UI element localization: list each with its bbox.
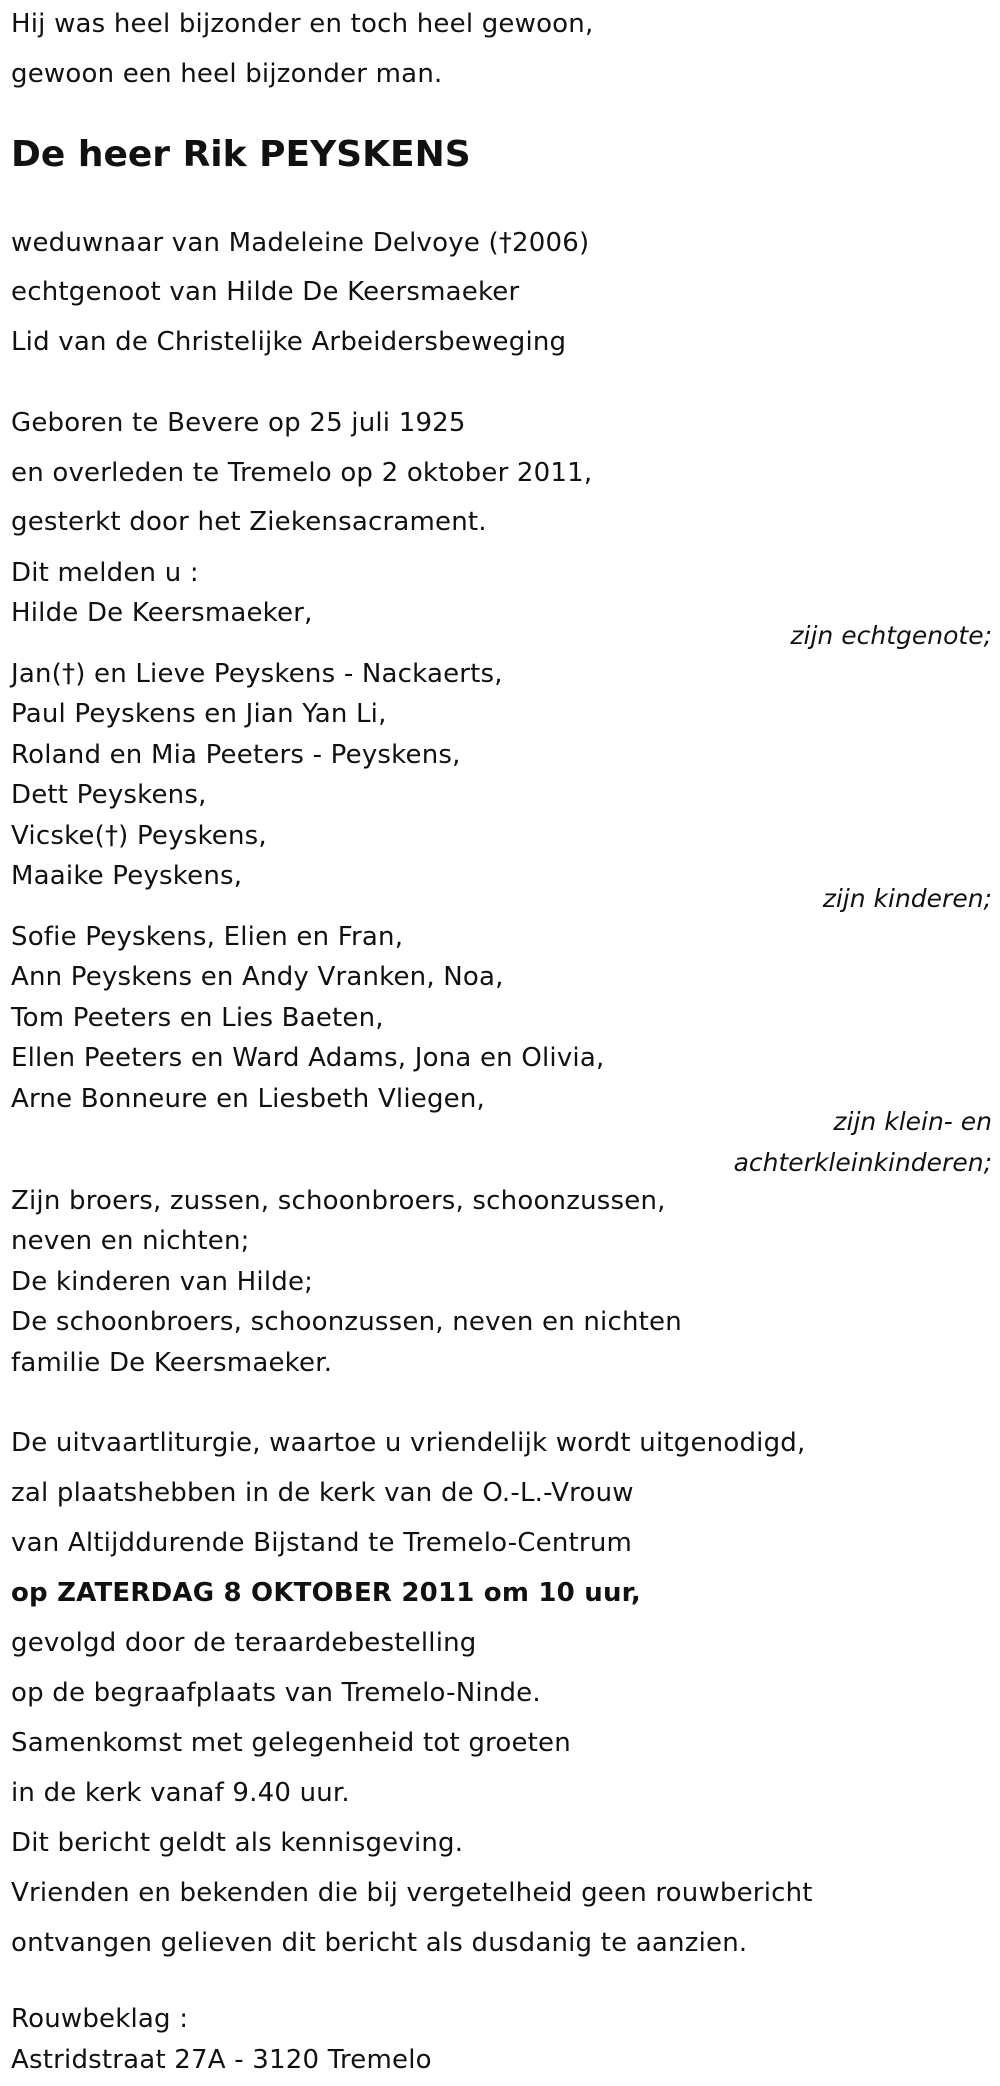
child-line-1: Jan(†) en Lieve Peyskens - Nackaerts, (11, 659, 503, 689)
service-line-3: van Altijddurende Bijstand te Tremelo-Centrum (11, 1528, 633, 1558)
service-line-1: De uitvaartliturgie, waartoe u vriendelijk wordt uitgenodigd, (11, 1428, 806, 1458)
grandchild-line-1: Sofie Peyskens, Elien en Fran, (11, 922, 404, 952)
family-line-3: De kinderen van Hilde; (11, 1267, 314, 1297)
service-after-line-3: Samenkomst met gelegenheid tot groeten (11, 1728, 571, 1758)
announce-text: Dit melden u : (11, 558, 199, 588)
deceased-name: De heer Rik PEYSKENS (11, 134, 471, 175)
service-line-2: zal plaatshebben in de kerk van de O.-L.-Vrouw (11, 1478, 634, 1508)
grandchild-line-5: Arne Bonneure en Liesbeth Vliegen, (11, 1084, 486, 1114)
family-line-5: familie De Keersmaeker. (11, 1348, 333, 1378)
child-line-2: Paul Peyskens en Jian Yan Li, (11, 699, 387, 729)
grandchildren-role-1: zijn klein- en (833, 1107, 992, 1136)
relation-line-2: echtgenoot van Hilde De Keersmaeker (11, 277, 520, 307)
service-after-line-5: Dit bericht geldt als kennisgeving. (11, 1828, 464, 1858)
grandchild-line-3: Tom Peeters en Lies Baeten, (11, 1003, 384, 1033)
spouse-name: Hilde De Keersmaeker, (11, 598, 313, 628)
child-line-4: Dett Peyskens, (11, 780, 207, 810)
service-after-line-6: Vrienden en bekenden die bij vergetelheid geen rouwbericht (11, 1878, 813, 1908)
life-line-1: Geboren te Bevere op 25 juli 1925 (11, 408, 466, 438)
grandchild-line-2: Ann Peyskens en Andy Vranken, Noa, (11, 962, 504, 992)
service-after-line-2: op de begraafplaats van Tremelo-Ninde. (11, 1678, 541, 1708)
grandchild-line-4: Ellen Peeters en Ward Adams, Jona en Olivia, (11, 1043, 605, 1073)
life-line-3: gesterkt door het Ziekensacrament. (11, 507, 487, 537)
condolence-address: Astridstraat 27A - 3120 Tremelo (11, 2045, 432, 2075)
service-date: op ZATERDAG 8 OKTOBER 2011 om 10 uur, (11, 1578, 641, 1608)
child-line-5: Vicske(†) Peyskens, (11, 821, 267, 851)
family-line-1: Zijn broers, zussen, schoonbroers, schoonzussen, (11, 1186, 666, 1216)
family-line-4: De schoonbroers, schoonzussen, neven en nichten (11, 1307, 682, 1337)
family-line-2: neven en nichten; (11, 1226, 250, 1256)
child-line-3: Roland en Mia Peeters - Peyskens, (11, 740, 461, 770)
children-role: zijn kinderen; (822, 884, 992, 913)
life-line-2: en overleden te Tremelo op 2 oktober 2011, (11, 458, 593, 488)
motto-line-1: Hij was heel bijzonder en toch heel gewoon, (11, 9, 594, 39)
service-after-line-1: gevolgd door de teraardebestelling (11, 1628, 477, 1658)
motto-line-2: gewoon een heel bijzonder man. (11, 59, 443, 89)
service-after-line-7: ontvangen gelieven dit bericht als dusdanig te aanzien. (11, 1928, 748, 1958)
service-after-line-4: in de kerk vanaf 9.40 uur. (11, 1778, 350, 1808)
relation-line-1: weduwnaar van Madeleine Delvoye (†2006) (11, 228, 590, 258)
child-line-6: Maaike Peyskens, (11, 861, 243, 891)
grandchildren-role-2: achterkleinkinderen; (733, 1148, 992, 1177)
relation-line-3: Lid van de Christelijke Arbeidersbeweging (11, 327, 567, 357)
condolence-label: Rouwbeklag : (11, 2004, 189, 2034)
spouse-role: zijn echtgenote; (790, 621, 992, 650)
